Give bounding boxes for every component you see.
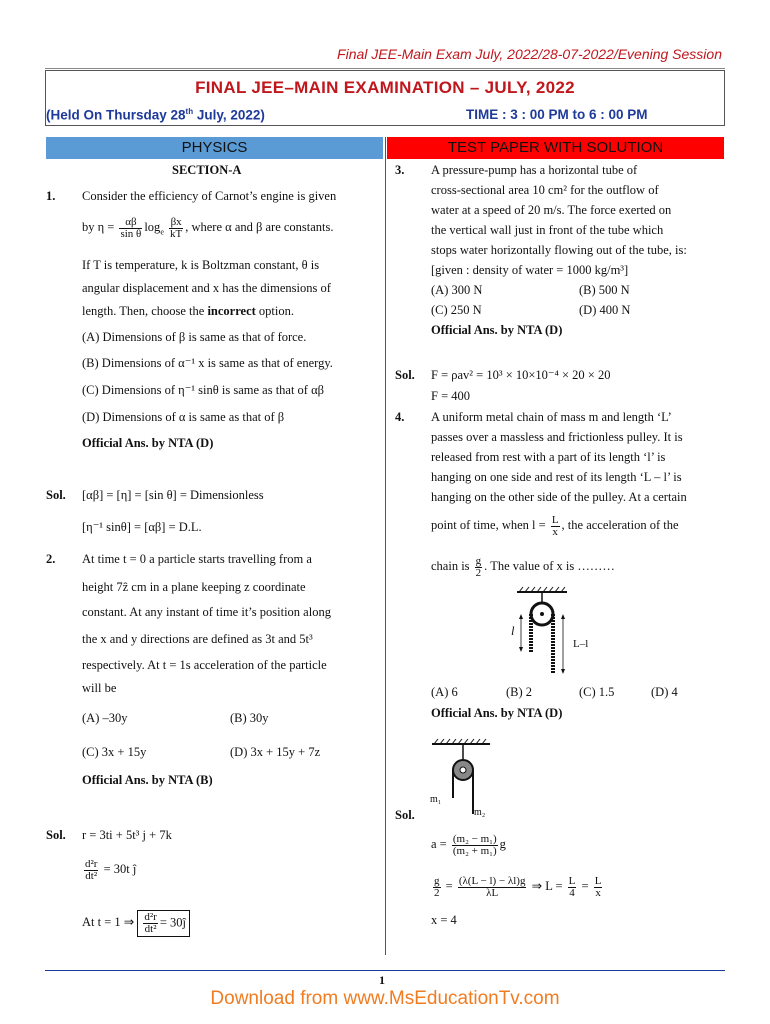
- q2-option-a: (A) –30y: [82, 711, 128, 725]
- q2-line4: the x and y directions are defined as 3t and 5t³: [82, 632, 313, 646]
- q4-line1: A uniform metal chain of mass m and length ‘L’: [431, 410, 672, 424]
- q2-option-b: (B) 30y: [230, 711, 269, 725]
- q2-line2: height 7ẑ cm in a plane keeping z coordinate: [82, 580, 306, 594]
- q1-line5: length. Then, choose the incorrect option.: [82, 304, 294, 318]
- q3-line6: [given : density of water = 1000 kg/m³]: [431, 263, 629, 277]
- q1-solution-1: [αβ] = [η] = [sin θ] = Dimensionless: [82, 488, 264, 502]
- q1-option-a: (A) Dimensions of β is same as that of force.: [82, 330, 307, 344]
- q4-option-c: (C) 1.5: [579, 685, 615, 699]
- figure-label-m2: m₂: [474, 807, 486, 818]
- q1-option-d: (D) Dimensions of α is same as that of β: [82, 410, 285, 424]
- q4-number: 4.: [395, 410, 405, 424]
- q3-option-b: (B) 500 N: [579, 283, 630, 297]
- q3-number: 3.: [395, 163, 405, 177]
- figure-label-L-minus-l: L–l: [573, 638, 589, 650]
- q4-option-d: (D) 4: [651, 685, 678, 699]
- q3-line5: stops water horizontally flowing out of the tube, is:: [431, 243, 687, 257]
- q3-line1: A pressure-pump has a horizontal tube of: [431, 163, 638, 177]
- q4-line6: point of time, when l = $\frac{L}{x}$ , the acceleration of the: [431, 513, 679, 538]
- q3-solution-2: F = 400: [431, 389, 471, 403]
- q3-line4: the vertical wall just in front of the tube which: [431, 223, 664, 237]
- q1-line4: angular displacement and x has the dimensions of: [82, 281, 331, 295]
- q4-solution-1: a = $\frac{\text{(m₂ − m₁)}}{\text{(m₂ + m₁)}}$ g: [431, 832, 506, 857]
- chain-pulley-diagram: [505, 586, 595, 678]
- q4-solution-2: $\frac{g}{2}$ = $\frac{(\lambda(L - l) - \lambda l)g}{\lambda L}$ ⇒ L = $\frac{L}{4}$ = $\frac{L}{x}$: [434, 874, 602, 899]
- figure-label-l: l: [511, 624, 515, 638]
- q2-sol-label: Sol.: [46, 828, 66, 842]
- q4-line5: hanging on the other side of the pulley. At a certain: [431, 490, 687, 504]
- q1-option-c: (C) Dimensions of η⁻¹ sinθ is same as that of αβ: [82, 383, 325, 397]
- q1-number: 1.: [46, 189, 56, 203]
- q1-sol-label: Sol.: [46, 488, 66, 502]
- q3-solution-1: F = ρav² = 10³ × 10×10⁻⁴ × 20 × 20: [431, 368, 611, 382]
- exam-time: TIME : 3 : 00 PM to 6 : 00 PM: [466, 107, 648, 122]
- q3-line2: cross-sectional area 10 cm² for the outflow of: [431, 183, 659, 197]
- q3-answer: Official Ans. by NTA (D): [431, 323, 563, 337]
- q3-option-a: (A) 300 N: [431, 283, 483, 297]
- q2-option-d: (D) 3x + 15y + 7z: [230, 745, 321, 759]
- q4-line2: passes over a massless and frictionless pulley. It is: [431, 430, 683, 444]
- q2-solution-1: r = 3ti + 5t³ j + 7k: [82, 828, 172, 842]
- column-divider: [385, 137, 386, 955]
- q2-line1: At time t = 0 a particle starts travelling from a: [82, 552, 312, 566]
- download-link[interactable]: Download from www.MsEducationTv.com: [210, 988, 560, 1009]
- page-number: 1: [379, 973, 385, 987]
- q3-sol-label: Sol.: [395, 368, 415, 382]
- q2-line6: will be: [82, 681, 117, 695]
- q1-answer: Official Ans. by NTA (D): [82, 436, 214, 450]
- q3-option-d: (D) 400 N: [579, 303, 631, 317]
- q1-formula: by η = $\frac{\alpha\beta}{\text{sin θ}}$ $\log_e$ $\frac{\beta x}{kT}$ , where α and β are constants.: [82, 215, 334, 240]
- q2-solution-2: $\frac{\text{d²r}}{\text{dt²}}$ = 30t ĵ: [85, 857, 137, 882]
- paper-band: TEST PAPER WITH SOLUTION: [387, 137, 724, 159]
- q1-line3: If T is temperature, k is Boltzman constant, θ is: [82, 258, 320, 272]
- q2-line3: constant. At any instant of time it’s position along: [82, 605, 331, 619]
- q4-option-b: (B) 2: [506, 685, 533, 699]
- exam-title: FINAL JEE–MAIN EXAMINATION – JULY, 2022: [195, 78, 575, 97]
- footer-divider: [45, 970, 725, 971]
- q1-line1: Consider the efficiency of Carnot’s engine is given: [82, 189, 337, 203]
- q4-option-a: (A) 6: [431, 685, 458, 699]
- session-header: Final JEE-Main Exam July, 2022/28-07-2022/Evening Session: [337, 46, 722, 62]
- header-divider: [45, 68, 725, 69]
- q4-line4: hanging on one side and rest of its length ‘L – l’ is: [431, 470, 682, 484]
- q2-option-c: (C) 3x + 15y: [82, 745, 147, 759]
- q3-option-c: (C) 250 N: [431, 303, 482, 317]
- q2-number: 2.: [46, 552, 56, 566]
- q1-option-b: (B) Dimensions of α⁻¹ x is same as that of energy.: [82, 356, 333, 370]
- q3-line3: water at a speed of 20 m/s. The force exerted on: [431, 203, 672, 217]
- q2-line5: respectively. At t = 1s acceleration of the particle: [82, 658, 327, 672]
- q4-sol-label: Sol.: [395, 808, 415, 822]
- q4-answer: Official Ans. by NTA (D): [431, 706, 563, 720]
- q4-line7: chain is $\frac{g}{2}$ . The value of x is ………: [431, 554, 615, 579]
- q2-answer: Official Ans. by NTA (B): [82, 773, 213, 787]
- subject-band: PHYSICS: [46, 137, 383, 159]
- section-heading: SECTION-A: [172, 163, 242, 177]
- q1-solution-2: [η⁻¹ sinθ] = [αβ] = D.L.: [82, 520, 202, 534]
- figure-label-m1: m₁: [430, 794, 442, 805]
- held-on-date: (Held On Thursday 28th July, 2022): [46, 107, 265, 123]
- q2-solution-3: At t = 1 ⇒ $\frac{\text{d²r}}{\text{dt²}}$ = 30ĵ: [82, 907, 190, 937]
- q4-line3: released from rest with a part of its length ‘l’ is: [431, 450, 666, 464]
- q4-solution-3: x = 4: [431, 913, 457, 927]
